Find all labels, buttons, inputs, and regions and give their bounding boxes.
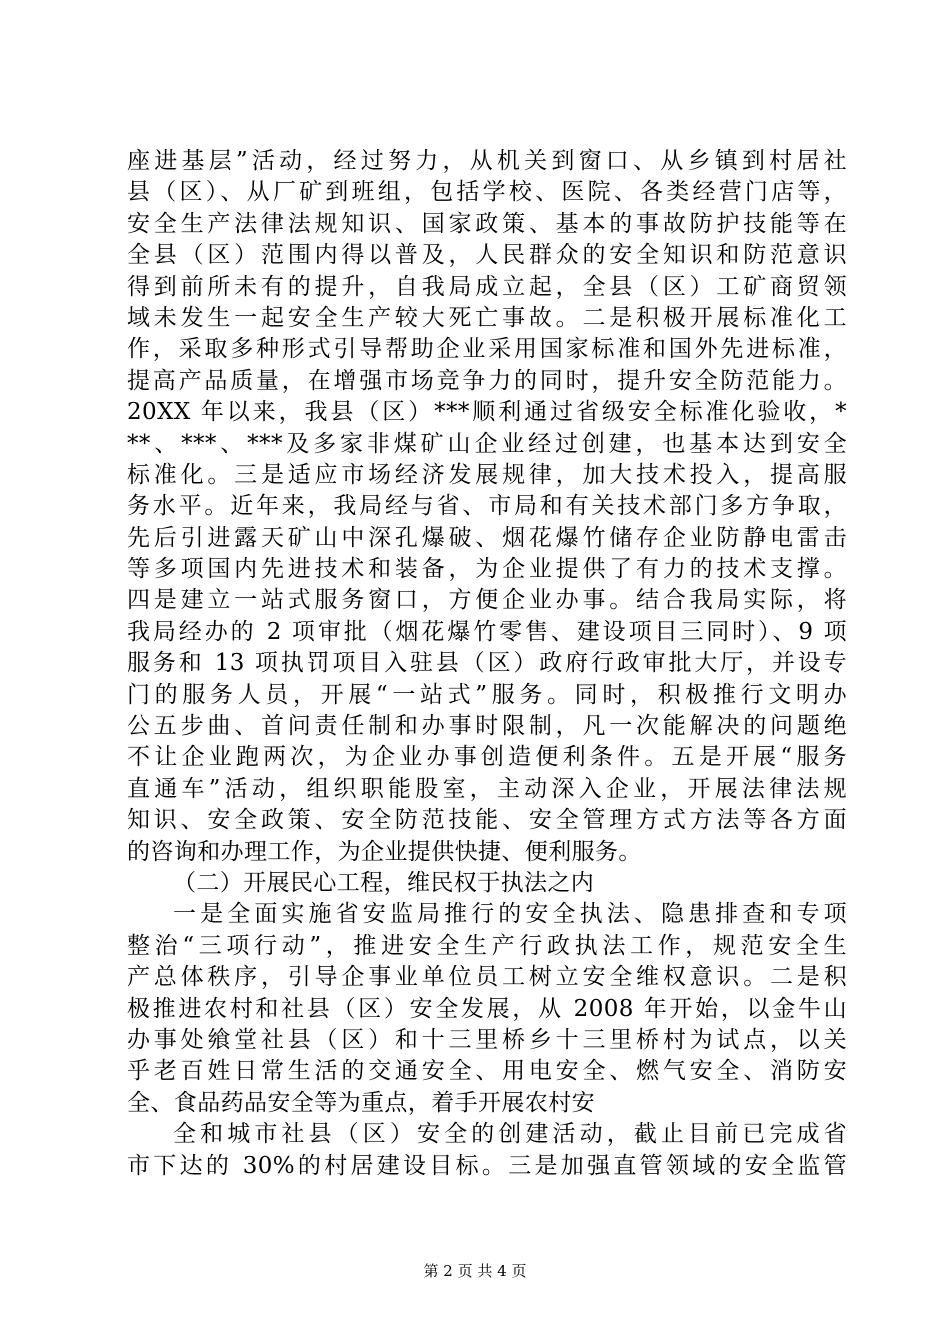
text-line: 我局经办的 2 项审批（烟花爆竹零售、建设项目三同时）、9 项 [127, 618, 847, 645]
text-line: 域未发生一起安全生产较大死亡事故。二是积极开展标准化工 [127, 304, 847, 331]
text-line: 整治“三项行动”，推进安全生产行政执法工作，规范安全生 [127, 932, 847, 959]
text-line: 极推进农村和社县（区）安全发展，从 2008 年开始，以金牛山 [127, 995, 847, 1022]
page-number-footer: 第 2 页 共 4 页 [423, 1262, 527, 1280]
text-line: 先后引进露天矿山中深孔爆破、烟花爆竹储存企业防静电雷击 [127, 524, 847, 551]
text-line: 门的服务人员，开展“一站式”服务。同时，积极推行文明办 [127, 681, 847, 708]
body-text [127, 146, 847, 1182]
text-line: 县（区）、从厂矿到班组，包括学校、医院、各类经营门店等， [127, 179, 847, 206]
text-line: 乎老百姓日常生活的交通安全、用电安全、燃气安全、消防安 [127, 1058, 847, 1085]
text-line: 全、食品药品安全等为重点，着手开展农村安 [127, 1089, 595, 1116]
text-line: 知识、安全政策、安全防范技能、安全管理方式方法等各方面 [127, 807, 847, 834]
text-line: 座进基层”活动，经过努力，从机关到窗口、从乡镇到村居社 [127, 148, 847, 174]
text-line: 办事处飨堂社县（区）和十三里桥乡十三里桥村为试点，以关 [127, 1026, 847, 1053]
text-line: 提高产品质量，在增强市场竞争力的同时，提升安全防范能力。 [127, 367, 847, 394]
text-line: 产总体秩序，引导企事业单位员工树立安全维权意识。二是积 [127, 964, 847, 991]
text-line: 得到前所未有的提升，自我局成立起，全县（区）工矿商贸领 [127, 273, 847, 300]
text-line: 全和城市社县（区）安全的创建活动，截止目前已完成省 [173, 1121, 847, 1148]
text-line: **、***、***及多家非煤矿山企业经过创建，也基本达到安全 [127, 430, 847, 457]
text-line: 服务和 13 项执罚项目入驻县（区）政府行政审批大厅，并设专 [127, 650, 847, 677]
text-line: 不让企业跑两次，为企业办事创造便利条件。五是开展“服务 [127, 744, 847, 771]
text-line: 的咨询和办理工作，为企业提供快捷、便利服务。 [127, 838, 642, 865]
text-line: 作，采取多种形式引导帮助企业采用国家标准和国外先进标准， [127, 336, 847, 363]
text-line: 市下达的 30%的村居建设目标。三是加强直管领域的安全监管 [127, 1152, 847, 1179]
section-heading: （二）开展民心工程，维民权于执法之内 [173, 869, 595, 896]
text-line: 20XX 年以来，我县（区）***顺利通过省级安全标准化验收，* [127, 399, 847, 426]
text-line: 公五步曲、首问责任制和办事时限制，凡一次能解决的问题绝 [127, 713, 847, 740]
text-line: 安全生产法律法规知识、国家政策、基本的事故防护技能等在 [127, 210, 847, 237]
text-line: 标准化。三是适应市场经济发展规律，加大技术投入，提高服 [127, 461, 847, 488]
text-line: 四是建立一站式服务窗口，方便企业办事。结合我局实际，将 [127, 587, 847, 614]
text-line: 一是全面实施省安监局推行的安全执法、隐患排查和专项 [173, 901, 847, 928]
text-line: 直通车”活动，组织职能股室，主动深入企业，开展法律法规 [127, 775, 847, 802]
text-line: 全县（区）范围内得以普及，人民群众的安全知识和防范意识 [127, 242, 847, 269]
text-line: 等多项国内先进技术和装备，为企业提供了有力的技术支撑。 [127, 556, 847, 583]
text-line: 务水平。近年来，我局经与省、市局和有关技术部门多方争取， [127, 493, 847, 520]
